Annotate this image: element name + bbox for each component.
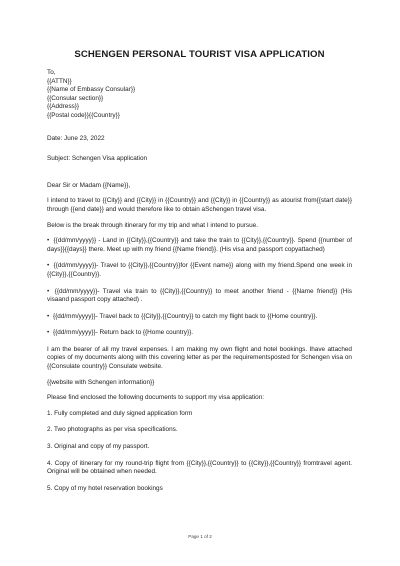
salutation: Dear Sir or Madam {{Name}},: [47, 181, 131, 189]
itinerary-item: [47, 262, 352, 279]
address-line: To,: [47, 69, 56, 76]
documents-intro: Please find enclosed the following documents to support my visa application:: [47, 394, 265, 402]
bullet-icon: •: [47, 312, 50, 320]
itinerary-item: [47, 288, 352, 305]
recipient-address: [47, 69, 352, 121]
itinerary-item: [47, 329, 352, 338]
itinerary-item: [47, 313, 352, 322]
address-line: {{Address}}: [47, 103, 79, 111]
bullet-icon: •: [47, 287, 50, 295]
letter-subject: Subject: Schengen Visa application: [47, 155, 148, 163]
document-item: 1. Fully completed and duly signed application form: [47, 409, 193, 417]
itinerary-text: {{dd/mm/yyyy}} - Land in {{City}},{{Country}} and take the train to {{City}},{{Country}}. Spend {{number of days}}{{days}} there. Meet up with my friend {{Name friend}}. (His visa and passport copyattached): [47, 237, 352, 253]
itinerary-intro: Below is the break through itinerary for my trip and what I intend to pursue.: [47, 221, 259, 229]
document-item: 3. Original and copy of my passport.: [47, 443, 150, 451]
letter-date: Date: June 23, 2022: [47, 134, 105, 142]
itinerary-item: [47, 237, 352, 254]
document-item: 4. Copy of itinerary for my round-trip flight from {{City}},{{Country}} to {{City}},{{Country}} fromtravel agent. Original will be obtained when needed.: [47, 459, 352, 476]
page-number: Page 1 of 2: [188, 534, 212, 539]
intro-paragraph: I intend to travel to {{City}} and {{City}} in {{Country}} and {{City}} in {{Country}} as atourist from{{start date}} through {{end date}} and would therefore like to obtain aSchengen travel visa.: [47, 197, 352, 213]
address-line: {{Consular section}}: [47, 94, 104, 102]
itinerary-text: {{dd/mm/yyyy}}- Travel via train to {{City}},{{Country}} to meet another friend - {{Name friend}} (His visaand passport copy attached) .: [47, 287, 353, 304]
letter-body: [47, 49, 352, 501]
document-title: SCHENGEN PERSONAL TOURIST VISA APPLICATION: [74, 49, 325, 60]
address-line: {{ATTN}}: [47, 77, 72, 85]
document-item: 2. Two photographs as per visa specifications.: [47, 426, 178, 434]
document-item: 5. Copy of my hotel reservation bookings: [47, 484, 163, 492]
bullet-icon: •: [47, 262, 50, 270]
itinerary-text: {{dd/mm/yyyy}}- Return back to {{Home country}}.: [53, 329, 193, 337]
address-line: {{Postal code}}{{Country}}: [47, 111, 120, 119]
address-line: {{Name of Embassy Consular}}: [47, 86, 136, 94]
itinerary-text: {{dd/mm/yyyy}}- Travel to {{City}},{{Country}}for {{Event name}} along with my friend.Spend one week in {{City}},{{Country}}.: [47, 262, 352, 278]
itinerary-text: {{dd/mm/yyyy}}- Travel back to {{City}},{{Country}} to catch my flight back to {{Home country}}.: [53, 312, 318, 320]
expenses-paragraph: I am the bearer of all my travel expenses. I am making my own flight and hotel bookings. Ihave attached copies of my documents along with this covering letter as per the requirementsposted for Schengen visa on {{Consulate country}} Consulate website.: [47, 345, 352, 371]
website-reference: {{website with Schengen information}}: [47, 378, 155, 386]
bullet-icon: •: [47, 329, 50, 337]
bullet-icon: •: [47, 237, 50, 245]
